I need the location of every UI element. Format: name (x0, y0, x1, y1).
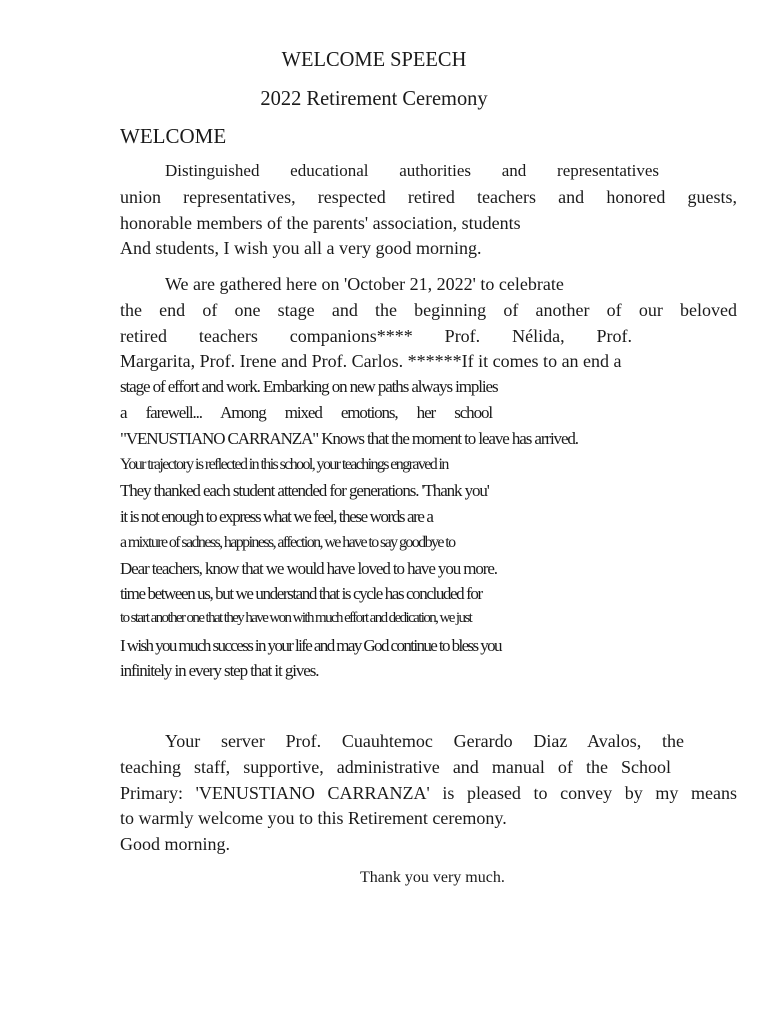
paragraph-line: Your server Prof. Cuauhtemoc Gerardo Diaz Avalos, the (165, 731, 684, 751)
paragraph-line: "VENUSTIANO CARRANZA" Knows that the moment to leave has arrived. (120, 429, 578, 448)
paragraph-line: Dear teachers, know that we would have loved to have you more. (120, 559, 497, 578)
paragraph-line: a farewell... Among mixed emotions, her school (120, 403, 492, 422)
paragraph-line: teaching staff, supportive, administrative and manual of the School (120, 757, 671, 777)
closing-line: Thank you very much. (360, 869, 505, 886)
paragraph-line: They thanked each student attended for generations. 'Thank you' (120, 481, 489, 500)
paragraph-line: Your trajectory is reflected in this school, your teachings engraved in (120, 456, 448, 473)
paragraph-line: Margarita, Prof. Irene and Prof. Carlos. ******If it comes to an end a (120, 351, 622, 371)
paragraph-line: to start another one that they have won with much effort and dedication, we just (120, 610, 472, 626)
paragraph-line: Distinguished educational authorities and representatives (165, 161, 659, 180)
section-heading: WELCOME (120, 124, 227, 148)
paragraph-line: I wish you much success in your life and may God continue to bless you (120, 636, 501, 655)
paragraph-line: it is not enough to express what we feel, these words are a (120, 507, 433, 526)
paragraph-line: stage of effort and work. Embarking on new paths always implies (120, 377, 498, 396)
paragraph-line: retired teachers companions**** Prof. Nélida, Prof. (120, 326, 632, 346)
paragraph-line: infinitely in every step that it gives. (120, 661, 319, 680)
paragraph-line: We are gathered here on 'October 21, 2022' to celebrate (165, 274, 564, 294)
paragraph-line: Good morning. (120, 834, 230, 854)
paragraph-line: honorable members of the parents' association, students (120, 213, 521, 233)
paragraph-line: union representatives, respected retired teachers and honored guests, (120, 187, 737, 207)
paragraph-line: And students, I wish you all a very good morning. (120, 238, 482, 258)
paragraph-line: Primary: 'VENUSTIANO CARRANZA' is pleased to convey by my means (120, 783, 737, 803)
paragraph-line: time between us, but we understand that is cycle has concluded for (120, 584, 482, 603)
paragraph-line: the end of one stage and the beginning of another of our beloved (120, 300, 737, 320)
page-title: WELCOME SPEECH (281, 47, 467, 71)
page-subtitle: 2022 Retirement Ceremony (260, 86, 488, 110)
paragraph-line: to warmly welcome you to this Retirement ceremony. (120, 808, 507, 828)
paragraph-line: a mixture of sadness, happiness, affection, we have to say goodbye to (120, 534, 455, 551)
